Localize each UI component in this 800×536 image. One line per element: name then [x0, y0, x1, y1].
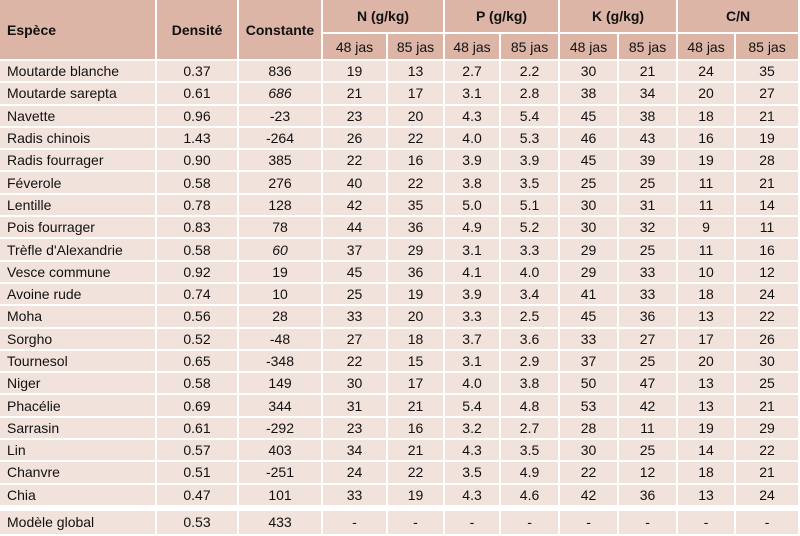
cell-value: 22 — [388, 128, 445, 150]
cell-value: 21 — [736, 462, 800, 484]
cell-value: 3.7 — [445, 329, 501, 351]
cell-value: - — [445, 511, 501, 536]
cell-value: 19 — [323, 61, 388, 83]
cell-value: 20 — [388, 306, 445, 328]
cell-constant: -23 — [239, 106, 323, 128]
table-body — [0, 61, 800, 536]
cell-species: Lentille — [0, 195, 157, 217]
cell-species: Navette — [0, 106, 157, 128]
cell-value: 28 — [736, 150, 800, 172]
header-p-85: 85 jas — [501, 34, 560, 61]
cell-density: 0.74 — [157, 284, 239, 306]
cell-species: Vesce commune — [0, 262, 157, 284]
cell-value: 12 — [619, 462, 678, 484]
cell-value: 4.0 — [501, 262, 560, 284]
cell-value: 32 — [619, 217, 678, 239]
cell-value: 11 — [619, 418, 678, 440]
cell-value: 29 — [736, 418, 800, 440]
cell-density: 0.83 — [157, 217, 239, 239]
cell-value: 13 — [678, 306, 736, 328]
cell-value: 20 — [388, 106, 445, 128]
header-n: N (g/kg) — [323, 0, 445, 34]
cell-constant: -292 — [239, 418, 323, 440]
cell-value: 39 — [619, 150, 678, 172]
cell-value: - — [388, 511, 445, 536]
cell-value: 35 — [388, 195, 445, 217]
cell-constant: 433 — [239, 511, 323, 536]
cell-density: 0.37 — [157, 61, 239, 83]
table-row — [0, 106, 800, 128]
cell-value: 37 — [323, 239, 388, 261]
cell-constant: 149 — [239, 373, 323, 395]
cell-density: 0.92 — [157, 262, 239, 284]
cell-value: 14 — [736, 195, 800, 217]
cell-value: 21 — [736, 395, 800, 417]
cell-value: 36 — [619, 306, 678, 328]
cell-species: Féverole — [0, 172, 157, 194]
cell-value: 5.4 — [501, 106, 560, 128]
cell-value: 21 — [323, 83, 388, 105]
cell-value: - — [619, 511, 678, 536]
cell-value: 23 — [323, 106, 388, 128]
header-p-48: 48 jas — [445, 34, 501, 61]
cell-value: 24 — [736, 485, 800, 507]
cell-value: 24 — [323, 462, 388, 484]
cell-value: 19 — [678, 150, 736, 172]
cell-value: - — [560, 511, 619, 536]
cell-value: 3.5 — [501, 172, 560, 194]
cell-value: 42 — [323, 195, 388, 217]
cell-value: 21 — [736, 172, 800, 194]
cell-species: Radis fourrager — [0, 150, 157, 172]
cell-value: 17 — [678, 329, 736, 351]
cell-species: Chia — [0, 485, 157, 507]
cell-value: 4.8 — [501, 395, 560, 417]
cell-value: 13 — [678, 373, 736, 395]
cell-species: Sarrasin — [0, 418, 157, 440]
table-row — [0, 61, 800, 83]
cell-value: 19 — [388, 284, 445, 306]
cell-value: 27 — [619, 329, 678, 351]
cell-value: 29 — [560, 239, 619, 261]
cell-density: 1.43 — [157, 128, 239, 150]
cell-density: 0.51 — [157, 462, 239, 484]
cell-value: 3.1 — [445, 351, 501, 373]
cell-constant: -264 — [239, 128, 323, 150]
cell-value: 36 — [388, 262, 445, 284]
cell-value: 31 — [619, 195, 678, 217]
cell-value: 18 — [678, 462, 736, 484]
cell-value: 3.3 — [501, 239, 560, 261]
header-constant: Constante — [239, 0, 323, 61]
cell-value: 13 — [678, 395, 736, 417]
cell-value: 30 — [560, 61, 619, 83]
cell-value: 25 — [619, 172, 678, 194]
cell-value: 25 — [323, 284, 388, 306]
cell-value: 25 — [619, 239, 678, 261]
cell-value: 45 — [560, 306, 619, 328]
cell-value: 53 — [560, 395, 619, 417]
table-row — [0, 395, 800, 417]
cell-density: 0.65 — [157, 351, 239, 373]
cell-value: 13 — [388, 61, 445, 83]
cell-value: - — [736, 511, 800, 536]
cell-value: 15 — [388, 351, 445, 373]
cell-value: 31 — [323, 395, 388, 417]
cell-species: Trèfle d'Alexandrie — [0, 239, 157, 261]
header-k: K (g/kg) — [560, 0, 678, 34]
cell-density: 0.57 — [157, 440, 239, 462]
cell-value: 4.1 — [445, 262, 501, 284]
cell-constant: 128 — [239, 195, 323, 217]
cell-value: 13 — [678, 485, 736, 507]
cell-value: 27 — [736, 83, 800, 105]
cell-value: 19 — [736, 128, 800, 150]
cell-species: Radis chinois — [0, 128, 157, 150]
cell-value: 11 — [736, 217, 800, 239]
cell-value: 19 — [678, 418, 736, 440]
cell-constant: 403 — [239, 440, 323, 462]
header-k-48: 48 jas — [560, 34, 619, 61]
cell-value: 5.3 — [501, 128, 560, 150]
cell-value: 4.9 — [501, 462, 560, 484]
cell-value: 3.5 — [501, 440, 560, 462]
cell-value: 21 — [619, 61, 678, 83]
table-row — [0, 462, 800, 484]
cell-value: 38 — [619, 106, 678, 128]
header-density: Densité — [157, 0, 239, 61]
cell-value: 4.9 — [445, 217, 501, 239]
cell-value: 3.1 — [445, 83, 501, 105]
header-p: P (g/kg) — [445, 0, 560, 34]
cell-value: 36 — [619, 485, 678, 507]
cell-constant: 836 — [239, 61, 323, 83]
cell-value: 33 — [323, 485, 388, 507]
cell-value: 25 — [619, 351, 678, 373]
cell-value: 16 — [388, 150, 445, 172]
cell-value: 36 — [388, 217, 445, 239]
cell-value: 21 — [388, 440, 445, 462]
cell-value: 5.2 — [501, 217, 560, 239]
cell-value: 3.4 — [501, 284, 560, 306]
cell-value: 22 — [388, 462, 445, 484]
cell-value: 26 — [736, 329, 800, 351]
cell-species: Lin — [0, 440, 157, 462]
cell-value: 3.9 — [501, 150, 560, 172]
table-row — [0, 195, 800, 217]
cell-value: 30 — [560, 195, 619, 217]
cell-value: 16 — [678, 128, 736, 150]
cell-value: 4.0 — [445, 128, 501, 150]
cell-value: 12 — [736, 262, 800, 284]
cell-value: 11 — [678, 195, 736, 217]
cell-value: 40 — [323, 172, 388, 194]
cell-value: - — [501, 511, 560, 536]
cell-value: 3.9 — [445, 150, 501, 172]
cell-density: 0.52 — [157, 329, 239, 351]
cell-value: 9 — [678, 217, 736, 239]
cell-value: 2.5 — [501, 306, 560, 328]
cell-species: Sorgho — [0, 329, 157, 351]
cell-value: 30 — [560, 217, 619, 239]
cell-value: 34 — [619, 83, 678, 105]
table-row — [0, 172, 800, 194]
cell-value: 43 — [619, 128, 678, 150]
table-row — [0, 511, 800, 536]
cell-value: 22 — [736, 440, 800, 462]
cell-value: 3.9 — [445, 284, 501, 306]
cell-constant: 101 — [239, 485, 323, 507]
cell-density: 0.47 — [157, 485, 239, 507]
cell-value: 45 — [323, 262, 388, 284]
cell-constant: 344 — [239, 395, 323, 417]
cell-species: Moha — [0, 306, 157, 328]
cell-value: 22 — [736, 306, 800, 328]
cell-value: 33 — [560, 329, 619, 351]
cell-value: 22 — [323, 150, 388, 172]
cell-value: 22 — [560, 462, 619, 484]
cell-value: - — [323, 511, 388, 536]
cell-value: 3.3 — [445, 306, 501, 328]
cell-value: 46 — [560, 128, 619, 150]
cell-species: Avoine rude — [0, 284, 157, 306]
cell-value: 2.7 — [501, 418, 560, 440]
cell-value: 41 — [560, 284, 619, 306]
cell-constant: -48 — [239, 329, 323, 351]
cell-value: 23 — [323, 418, 388, 440]
cell-constant: 686 — [239, 83, 323, 105]
cell-value: 29 — [560, 262, 619, 284]
cell-value: 24 — [736, 284, 800, 306]
cell-species: Tournesol — [0, 351, 157, 373]
cell-value: 3.1 — [445, 239, 501, 261]
cell-value: 2.7 — [445, 61, 501, 83]
cell-species: Modèle global — [0, 511, 157, 536]
cell-value: 26 — [323, 128, 388, 150]
cell-value: 29 — [388, 239, 445, 261]
cell-species: Phacélie — [0, 395, 157, 417]
cell-species: Niger — [0, 373, 157, 395]
cell-value: 50 — [560, 373, 619, 395]
cell-density: 0.58 — [157, 373, 239, 395]
cell-density: 0.53 — [157, 511, 239, 536]
cell-species: Moutarde sarepta — [0, 83, 157, 105]
cell-value: 33 — [323, 306, 388, 328]
cell-value: 20 — [678, 351, 736, 373]
cell-value: 22 — [323, 351, 388, 373]
cell-value: 35 — [736, 61, 800, 83]
table-row — [0, 239, 800, 261]
cell-value: 3.2 — [445, 418, 501, 440]
cell-value: 20 — [678, 83, 736, 105]
cell-constant: -348 — [239, 351, 323, 373]
cell-density: 0.58 — [157, 172, 239, 194]
cell-value: 5.0 — [445, 195, 501, 217]
cell-value: 17 — [388, 83, 445, 105]
header-species: Espèce — [0, 0, 157, 61]
cell-value: 18 — [678, 106, 736, 128]
cell-value: 10 — [678, 262, 736, 284]
table-row — [0, 329, 800, 351]
header-cn: C/N — [678, 0, 800, 34]
cell-value: - — [678, 511, 736, 536]
cell-value: 30 — [560, 440, 619, 462]
cell-value: 37 — [560, 351, 619, 373]
cell-constant: 276 — [239, 172, 323, 194]
cell-value: 18 — [388, 329, 445, 351]
header-n-85: 85 jas — [388, 34, 445, 61]
cell-value: 47 — [619, 373, 678, 395]
cell-value: 5.4 — [445, 395, 501, 417]
cell-value: 16 — [388, 418, 445, 440]
cell-value: 27 — [323, 329, 388, 351]
cell-value: 4.3 — [445, 485, 501, 507]
cell-density: 0.96 — [157, 106, 239, 128]
cell-value: 4.0 — [445, 373, 501, 395]
cell-value: 30 — [323, 373, 388, 395]
cell-constant: 28 — [239, 306, 323, 328]
header-n-48: 48 jas — [323, 34, 388, 61]
cell-value: 17 — [388, 373, 445, 395]
cell-value: 3.8 — [445, 172, 501, 194]
cell-species: Moutarde blanche — [0, 61, 157, 83]
table-row — [0, 150, 800, 172]
cell-value: 25 — [736, 373, 800, 395]
cell-value: 38 — [560, 83, 619, 105]
cell-density: 0.78 — [157, 195, 239, 217]
cell-species: Pois fourrager — [0, 217, 157, 239]
cell-value: 42 — [560, 485, 619, 507]
header-k-85: 85 jas — [619, 34, 678, 61]
cell-density: 0.90 — [157, 150, 239, 172]
cell-value: 4.6 — [501, 485, 560, 507]
cell-value: 22 — [388, 172, 445, 194]
cell-constant: 60 — [239, 239, 323, 261]
table-row — [0, 440, 800, 462]
cell-value: 4.3 — [445, 440, 501, 462]
table-row — [0, 128, 800, 150]
cell-value: 44 — [323, 217, 388, 239]
cell-value: 2.8 — [501, 83, 560, 105]
cell-value: 33 — [619, 284, 678, 306]
cell-density: 0.61 — [157, 83, 239, 105]
cell-value: 45 — [560, 150, 619, 172]
table-row — [0, 306, 800, 328]
cell-value: 19 — [388, 485, 445, 507]
table-row — [0, 83, 800, 105]
cell-value: 24 — [678, 61, 736, 83]
cell-constant: 19 — [239, 262, 323, 284]
cell-value: 34 — [323, 440, 388, 462]
cell-value: 25 — [619, 440, 678, 462]
cell-value: 21 — [388, 395, 445, 417]
cell-value: 2.2 — [501, 61, 560, 83]
header-cn-85: 85 jas — [736, 34, 800, 61]
table-row — [0, 284, 800, 306]
cell-value: 11 — [678, 172, 736, 194]
cell-value: 3.6 — [501, 329, 560, 351]
header-cn-48: 48 jas — [678, 34, 736, 61]
cell-value: 3.8 — [501, 373, 560, 395]
cell-value: 18 — [678, 284, 736, 306]
table-row — [0, 373, 800, 395]
cell-value: 4.3 — [445, 106, 501, 128]
cell-density: 0.58 — [157, 239, 239, 261]
cell-value: 5.1 — [501, 195, 560, 217]
cell-value: 16 — [736, 239, 800, 261]
cell-constant: -251 — [239, 462, 323, 484]
table-row — [0, 485, 800, 507]
cell-value: 21 — [736, 106, 800, 128]
cell-value: 28 — [560, 418, 619, 440]
cell-density: 0.61 — [157, 418, 239, 440]
cell-value: 33 — [619, 262, 678, 284]
cell-value: 3.5 — [445, 462, 501, 484]
cell-value: 45 — [560, 106, 619, 128]
cell-value: 14 — [678, 440, 736, 462]
cell-value: 25 — [560, 172, 619, 194]
cell-density: 0.56 — [157, 306, 239, 328]
cell-constant: 385 — [239, 150, 323, 172]
cell-species: Chanvre — [0, 462, 157, 484]
cell-value: 30 — [736, 351, 800, 373]
table-row — [0, 418, 800, 440]
cell-density: 0.69 — [157, 395, 239, 417]
table-row — [0, 217, 800, 239]
cell-value: 42 — [619, 395, 678, 417]
table-row — [0, 351, 800, 373]
cell-constant: 10 — [239, 284, 323, 306]
cell-value: 11 — [678, 239, 736, 261]
cell-constant: 78 — [239, 217, 323, 239]
table-row — [0, 262, 800, 284]
cell-value: 2.9 — [501, 351, 560, 373]
